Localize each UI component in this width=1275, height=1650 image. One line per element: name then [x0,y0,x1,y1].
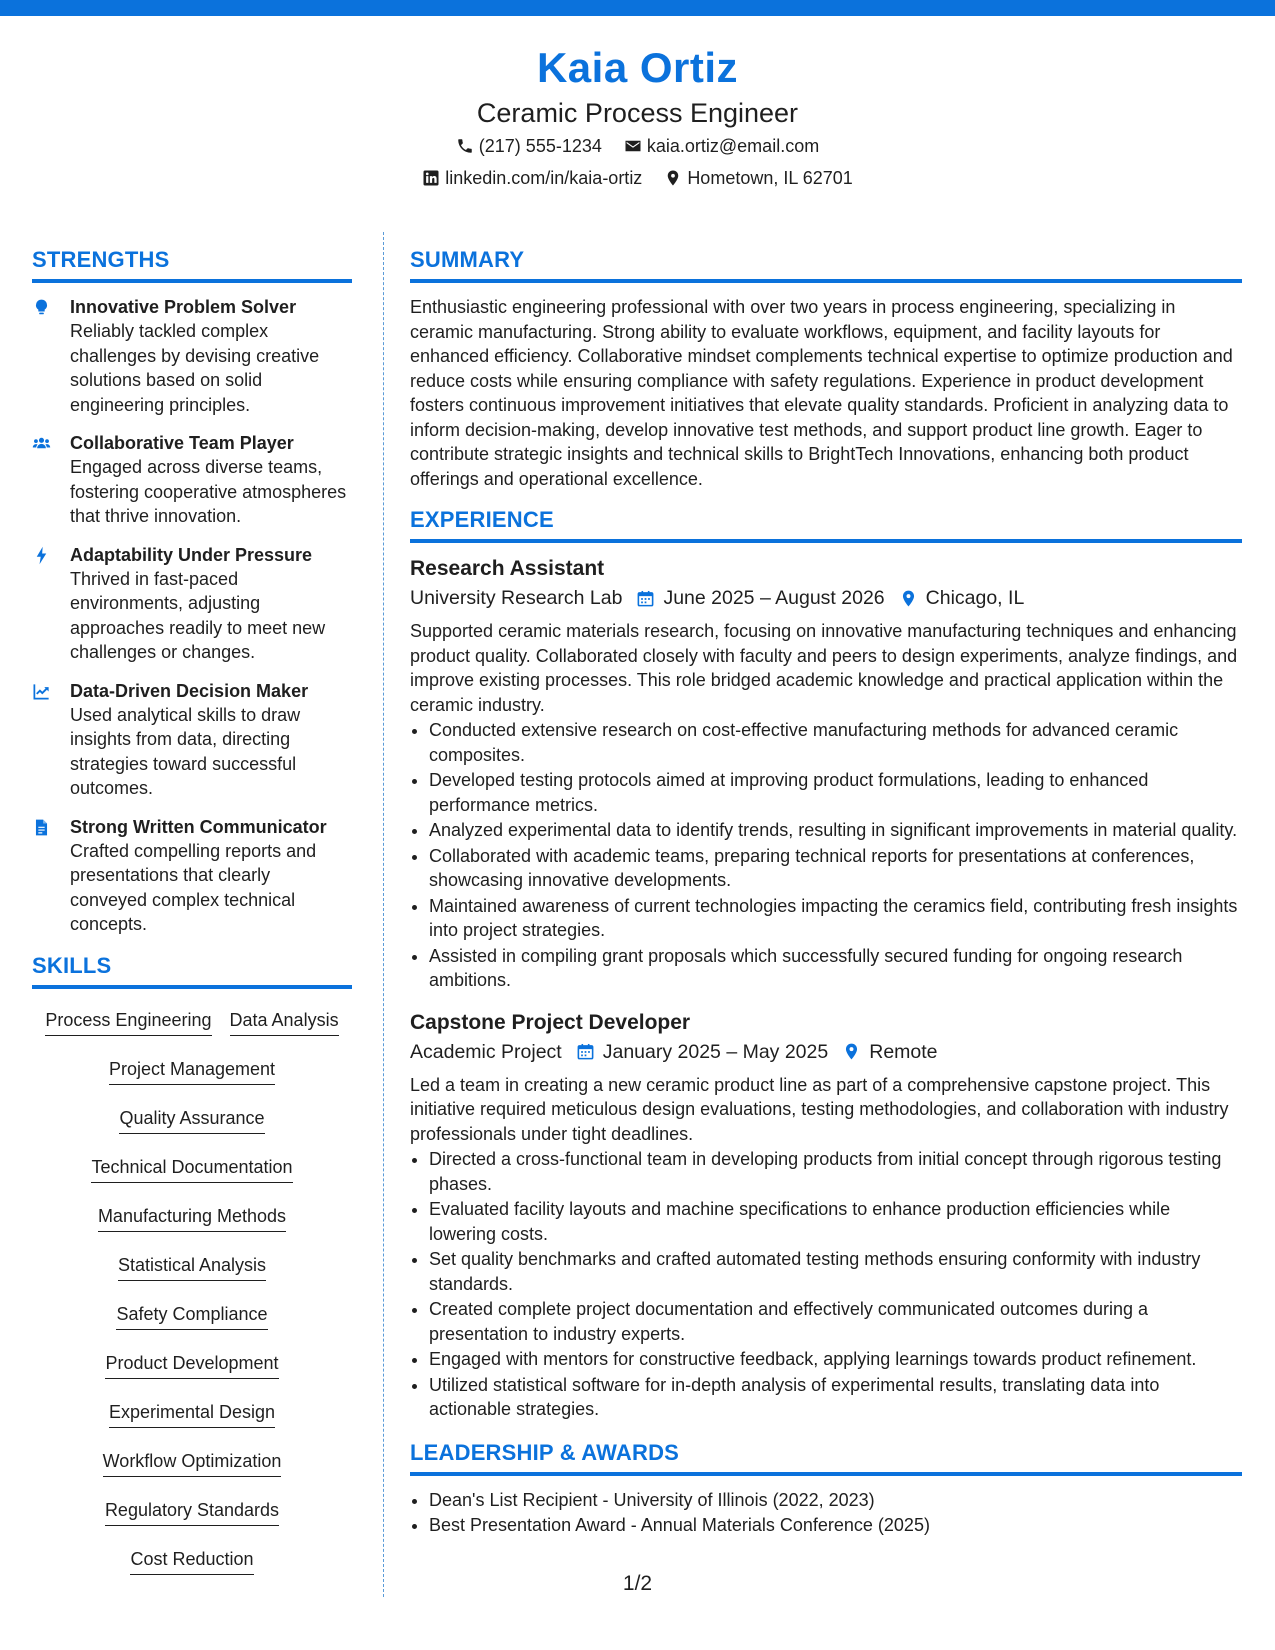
skill-tag: Quality Assurance [119,1106,264,1134]
contact-linkedin[interactable] [422,162,642,194]
awards-heading: LEADERSHIP & AWARDS [410,1438,1242,1476]
strength-title: Strong Written Communicator [70,816,327,837]
job-title: Capstone Project Developer [410,1010,691,1034]
bullet-item: • Utilized statistical software for in-depth analysis of experimental results, translating data into actionable strategies. [429,1373,1242,1422]
contact-location [664,162,852,194]
contact-row-1 [0,130,1275,162]
job-bullets [410,1147,1242,1422]
strength-item [32,431,352,529]
top-accent-bar [0,0,1275,16]
bullet-item: • Directed a cross-functional team in developing products from initial concept through rigorous testing phases. [429,1147,1242,1196]
bullet-item: • Analyzed experimental data to identify trends, resulting in significant improvements in material quality. [429,818,1242,843]
job-location: Remote [869,1040,938,1063]
job-location: Chicago, IL [925,587,1025,609]
skill-tag: Statistical Analysis [118,1253,266,1281]
map-pin-icon [899,589,918,608]
job-description: Supported ceramic materials research, focusing on innovative manufacturing techniques and enhancing product quality. Collaborated closely with faculty and peers to design experiments, analyze findings, and improve existing processes. This role bridged academic knowledge and practical application within the ceramic industry. [410,621,1238,715]
skills-list [32,1001,352,1589]
skill-tag: Experimental Design [109,1400,275,1428]
skill-tag: Regulatory Standards [105,1498,279,1526]
skill-tag: Data Analysis [230,1008,339,1036]
bullet-item: • Maintained awareness of current technologies impacting the ceramics field, contributing fresh insights into project strategies. [429,894,1242,943]
linkedin-icon [422,169,440,187]
job-dates: January 2025 – May 2025 [602,1040,829,1063]
strength-title: Adaptability Under Pressure [70,544,313,565]
candidate-title: Ceramic Process Engineer [476,98,799,128]
skill-tag: Process Engineering [45,1008,211,1036]
calendar-icon [576,1042,595,1061]
job-description: Led a team in creating a new ceramic product line as part of a comprehensive capstone project. This initiative required meticulous design evaluations, testing methodologies, and collaboration with industry professionals under tight deadlines. [410,1074,1229,1144]
bullet-item: • Evaluated facility layouts and machine specifications to enhance production efficiencies while lowering costs. [429,1197,1242,1246]
bolt-icon [32,546,51,565]
strength-item [32,295,352,417]
users-icon [32,434,51,453]
bullet-item: • Collaborated with academic teams, preparing technical reports for presentations at conferences, showcasing innovative developments. [429,844,1242,893]
candidate-name: Kaia Ortiz [536,44,739,91]
phone-text: (217) 555-1234 [478,136,602,156]
experience-heading: EXPERIENCE [410,505,1242,543]
linkedin-text: linkedin.com/in/kaia-ortiz [445,168,643,188]
calendar-icon [636,589,655,608]
right-column [410,245,1242,1539]
chart-line-icon [32,682,51,701]
skill-tag: Cost Reduction [130,1547,253,1575]
lightbulb-icon [32,298,51,317]
left-column [32,245,352,1589]
job-org: Academic Project [410,1040,562,1063]
job-bullets [410,718,1242,993]
job-dates: June 2025 – August 2026 [663,587,885,609]
strengths-heading: STRENGTHS [32,245,352,283]
skill-tag: Safety Compliance [116,1302,267,1330]
job-org: University Research Lab [410,587,623,609]
strength-item [32,815,352,937]
bullet-item: • Assisted in compiling grant proposals which successfully secured funding for ongoing research ambitions. [429,944,1242,993]
strength-item [32,679,352,801]
job-title: Research Assistant [410,557,605,580]
job-entry [410,555,1242,993]
bullet-item: • Developed testing protocols aimed at improving product formulations, leading to enhanced performance metrics. [429,768,1242,817]
summary-text: Enthusiastic engineering professional with over two years in process engineering, specializing in ceramic manufacturing. Strong ability to evaluate workflows, equipment, and facility layouts for enhanced efficiency. Collaborative mindset complements technical expertise to optimize production and reduce costs while ensuring compliance with safety regulations. Experience in product development fosters continuous improvement initiatives that elevate quality standards. Proficient in analyzing data to inform decision-making, develop innovative test methods, and support product line growth. Eager to contribute strategic insights and technical skills to BrightTech Innovations, enhancing both product offerings and operational excellence. [410,297,1233,489]
strength-desc: Used analytical skills to draw insights from data, directing strategies toward successful outcomes. [70,704,301,798]
envelope-icon [624,137,642,155]
bullet-item: • Conducted extensive research on cost-effective manufacturing methods for advanced ceramic composites. [429,718,1242,767]
phone-icon [456,137,474,155]
map-pin-icon [842,1042,861,1061]
bullet-item: • Created complete project documentation and effectively communicated outcomes during a presentation to industry experts. [429,1297,1242,1346]
award-item: • Dean's List Recipient - University of Illinois (2022, 2023) [429,1488,1242,1513]
job-meta [410,1037,1242,1067]
email-text: kaia.ortiz@email.com [646,136,820,156]
skill-tag: Workflow Optimization [103,1449,282,1477]
skill-tag: Technical Documentation [91,1155,292,1183]
strength-title: Innovative Problem Solver [70,297,297,317]
resume-header [0,40,1275,194]
strength-title: Data-Driven Decision Maker [70,680,309,701]
bullet-item: • Engaged with mentors for constructive feedback, applying learnings towards product refinement. [429,1347,1242,1372]
bullet-item: • Set quality benchmarks and crafted automated testing methods ensuring conformity with industry standards. [429,1247,1242,1296]
contact-email[interactable] [624,130,819,162]
awards-list [410,1488,1242,1538]
strength-desc: Thrived in fast-paced environments, adjusting approaches readily to meet new challenges or changes. [70,568,326,662]
job-entry [410,1009,1242,1422]
map-pin-icon [664,169,682,187]
strength-desc: Engaged across diverse teams, fostering cooperative atmospheres that thrive innovation. [70,457,347,526]
award-item: • Best Presentation Award - Annual Materials Conference (2025) [429,1513,1242,1538]
strength-title: Collaborative Team Player [70,433,294,453]
strength-item [32,543,352,665]
job-meta [410,583,1242,613]
strength-desc: Crafted compelling reports and presentations that clearly conveyed complex technical concepts. [70,840,317,934]
skill-tag: Manufacturing Methods [98,1204,286,1232]
summary-heading: SUMMARY [410,245,1242,283]
location-text: Hometown, IL 62701 [687,168,853,188]
strength-desc: Reliably tackled complex challenges by devising creative solutions based on solid engineering principles. [70,321,320,415]
skill-tag: Project Management [109,1057,275,1085]
document-icon [32,818,51,837]
skills-heading: SKILLS [32,951,352,989]
skill-tag: Product Development [105,1351,278,1379]
contact-phone[interactable] [456,130,602,162]
column-divider [383,232,384,1597]
page-number: 1/2 [622,1572,653,1595]
contact-row-2 [0,162,1275,194]
